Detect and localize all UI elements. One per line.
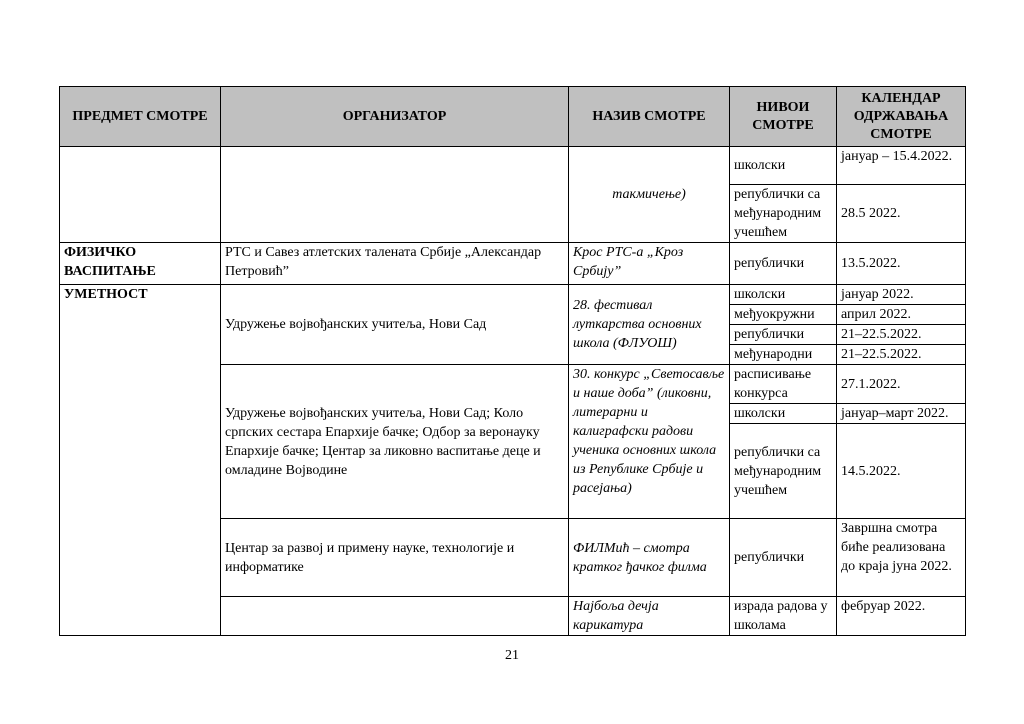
level-cell: републички xyxy=(730,519,837,597)
organizer-cell: Удружење војвођанских учитеља, Нови Сад; Коло српских сестара Епархије бачке; Одбор за веронауку Епархије бачке; Центар за ликовно васпитање деце и омладине Војводине xyxy=(221,365,569,519)
date-cell: јануар–март 2022. xyxy=(837,404,966,424)
table-row xyxy=(60,147,966,185)
organizer-cell xyxy=(221,147,569,243)
table-row xyxy=(60,285,966,305)
date-cell: 21–22.5.2022. xyxy=(837,325,966,345)
organizer-cell: Центар за развој и примену науке, технологије и информатике xyxy=(221,519,569,597)
date-cell: 14.5.2022. xyxy=(837,424,966,519)
contest-name-cell: 30. конкурс „Светосавље и наше доба” (ликовни, литерарни и калиграфски радови ученика основних школа из Републике Србије и расејања) xyxy=(569,365,730,519)
level-cell: републички xyxy=(730,243,837,285)
page-number: 21 xyxy=(505,648,519,663)
header-calendar: КАЛЕНДАР ОДРЖАВАЊА СМОТРЕ xyxy=(837,87,966,147)
date-cell: 27.1.2022. xyxy=(837,365,966,404)
header-organizer: ОРГАНИЗАТОР xyxy=(221,87,569,147)
competition-schedule-table xyxy=(59,86,966,636)
contest-name-cell: Крос РТС-а „Кроз Србију” xyxy=(569,243,730,285)
contest-name-cell: 28. фестивал луткарства основних школа (ФЛУОШ) xyxy=(569,285,730,365)
subject-cell: УМЕТНОСТ xyxy=(60,285,221,636)
date-cell: 13.5.2022. xyxy=(837,243,966,285)
level-cell: расписивање конкурса xyxy=(730,365,837,404)
level-cell: републички са међународним учешћем xyxy=(730,185,837,243)
date-cell: 28.5 2022. xyxy=(837,185,966,243)
table-row xyxy=(60,243,966,285)
level-cell: школски xyxy=(730,147,837,185)
level-cell: међународни xyxy=(730,345,837,365)
organizer-cell: Удружење војвођанских учитеља, Нови Сад xyxy=(221,285,569,365)
date-cell: Завршна смотра биће реализована до краја јуна 2022. xyxy=(837,519,966,597)
organizer-cell xyxy=(221,597,569,636)
header-subject: ПРЕДМЕТ СМОТРЕ xyxy=(60,87,221,147)
level-cell: школски xyxy=(730,404,837,424)
contest-name-cell: ФИЛМић – смотра кратког ђачког филма xyxy=(569,519,730,597)
date-cell: јануар 2022. xyxy=(837,285,966,305)
level-cell: републички са међународним учешћем xyxy=(730,424,837,519)
organizer-cell: РТС и Савез атлетских талената Србије „Александар Петровић” xyxy=(221,243,569,285)
level-cell: међуокружни xyxy=(730,305,837,325)
date-cell: јануар – 15.4.2022. xyxy=(837,147,966,185)
level-cell: школски xyxy=(730,285,837,305)
contest-name-cell: Најбоља дечја карикатура xyxy=(569,597,730,636)
header-levels: НИВОИ СМОТРЕ xyxy=(730,87,837,147)
header-name: НАЗИВ СМОТРЕ xyxy=(569,87,730,147)
date-cell: фебруар 2022. xyxy=(837,597,966,636)
date-cell: април 2022. xyxy=(837,305,966,325)
subject-cell xyxy=(60,147,221,243)
date-cell: 21–22.5.2022. xyxy=(837,345,966,365)
level-cell: израда радова у школама xyxy=(730,597,837,636)
contest-name-cell: такмичење) xyxy=(569,147,730,243)
header-row xyxy=(60,87,966,147)
subject-cell: ФИЗИЧКО ВАСПИТАЊЕ xyxy=(60,243,221,285)
level-cell: републички xyxy=(730,325,837,345)
